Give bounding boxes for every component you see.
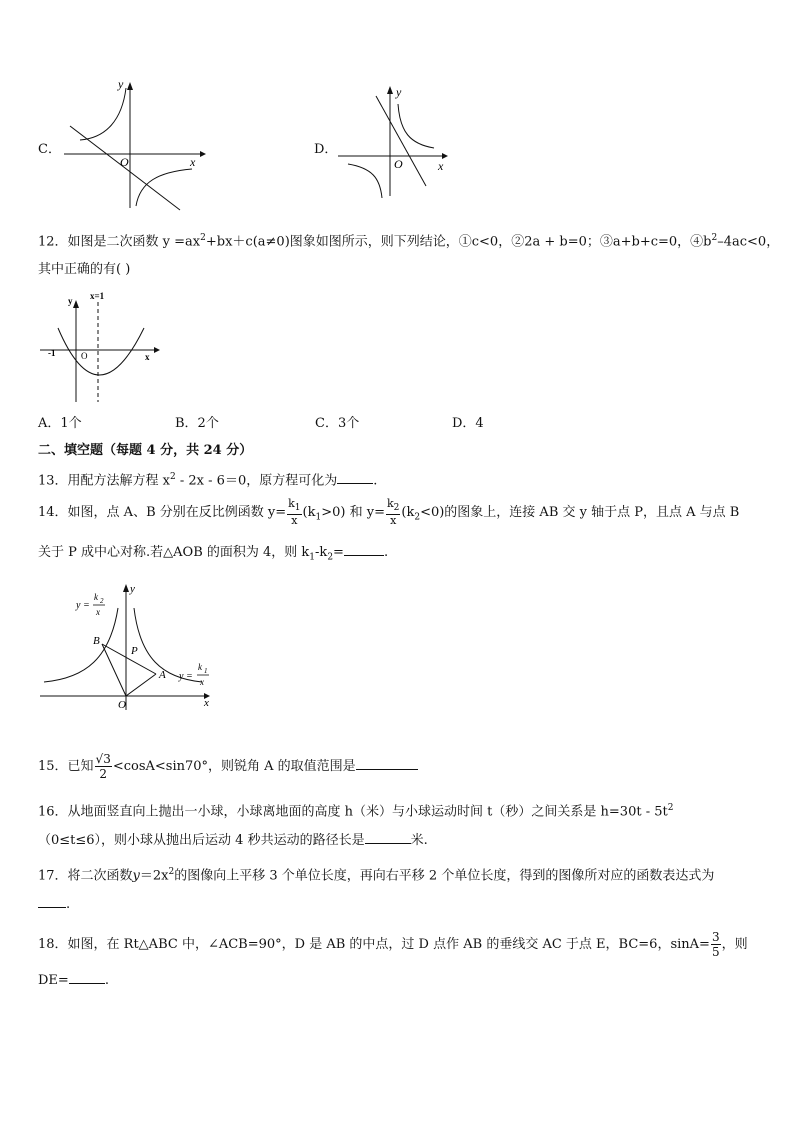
eq-left-label: y = [76, 600, 90, 611]
q17-line2: . [38, 894, 70, 914]
option-c-graph [58, 78, 208, 213]
line-graph [376, 96, 426, 186]
segment-bo [102, 644, 126, 696]
y-label: y [130, 583, 135, 595]
x-label: x [438, 159, 444, 173]
x-eq-1-label: x=1 [90, 291, 105, 301]
q14-figure [38, 578, 218, 713]
hyperbola-lower-branch [348, 164, 382, 198]
x-axis-arrow [200, 151, 206, 157]
option-d-graph [334, 82, 454, 200]
point-b-label: B [93, 635, 100, 647]
origin-label: O [120, 155, 129, 169]
eq-left-denominator: x [96, 607, 100, 617]
q17-line1: 17．将二次函数$y=2x^2$的图像向上平移 3 个单位长度，再向右平移 2 个单位长度，得到的图像所对应的函数表达式为 [38, 867, 715, 884]
q15-answer-blank[interactable] [356, 756, 418, 770]
option-d-label: D． [314, 142, 338, 157]
q14-answer-blank[interactable] [344, 542, 384, 556]
eq-right-numerator: k [198, 662, 202, 672]
q12-option-a[interactable]: A．1个 [38, 416, 82, 431]
section-2-heading: 二、填空题（每题 4 分，共 24 分） [38, 443, 253, 458]
svg-text:1: 1 [204, 667, 208, 675]
q17-answer-blank[interactable] [38, 894, 66, 908]
y-axis-arrow [127, 82, 133, 90]
q14-line2: 关于 P 成中心对称.若△AOB 的面积为 4，则 $k_1-k_2=$ . [38, 542, 388, 567]
x-label: x [145, 352, 150, 362]
y-label: y [396, 85, 402, 99]
x-axis-arrow [154, 347, 160, 353]
y-axis-arrow [123, 584, 129, 592]
q12-parabola-graph [36, 290, 166, 405]
q18-line1: 18．如图，在 Rt△ABC 中，∠ACB=90°，D 是 AB 的中点，过 D 点作 AB 的垂线交 AC 于点 E，BC=6，sinA= $\frac{3}{5}$ ，则 [38, 930, 748, 959]
q16-answer-blank[interactable] [365, 830, 411, 844]
q12-line2: 其中正确的有( ) [38, 262, 131, 277]
eq-left-numerator: k [94, 592, 98, 602]
q16-line2: （0≤t≤6），则小球从抛出后运动 4 秒共运动的路径长是 米. [38, 830, 428, 850]
origin-label: O [118, 699, 126, 711]
q13-answer-blank[interactable] [337, 470, 373, 484]
segment-ao [126, 674, 156, 696]
q18-line2: DE= . [38, 970, 109, 990]
eq-right-denominator: x [200, 677, 204, 687]
x-label: x [190, 155, 196, 169]
q15: 15．已知 $\frac{√3}{2}$ <cosA<sin70°，则锐角 A 的取值范围是 [38, 752, 418, 781]
y-label: y [118, 78, 124, 91]
q12-option-c[interactable]: C．3个 [315, 416, 360, 431]
q12-line1: 12．如图是二次函数 $y =ax^2+bx+c(a\ne 0)$图象如图所示，则下列结论，①c<0，②2a + b=0；③a+b+c=0，$④b^2-4ac<0$， [38, 233, 780, 250]
x-label: x [204, 697, 209, 709]
y-axis-arrow [73, 300, 79, 308]
point-p-label: P [131, 645, 138, 657]
y-axis-arrow [387, 86, 393, 94]
origin-label: O [81, 351, 88, 361]
q14-line1: 14．如图，点 A、B 分别在反比例函数 y= $\frac{k_1}{x}$ $(k_1>0)$ 和 y= $\frac{k_2}{x}$ $(k_2<0)$的图象上，连接 AB 交 y 轴于点 P，且点 A 与点 B [38, 497, 740, 528]
eq-right-label: y = [179, 671, 193, 682]
hyperbola-k2-branch [44, 608, 118, 682]
q16-line1: 16．从地面竖直向上抛出一小球，小球离地面的高度 h（米）与小球运动时间 t（秒）之间关系是 $h=30t - 5t^2$ [38, 803, 674, 820]
point-a-label: A [159, 669, 166, 681]
origin-label: O [394, 157, 403, 171]
q18-answer-blank[interactable] [69, 970, 105, 984]
q13: 13．用配方法解方程 $x^2 - 2x - 6=0$，原方程可化为 . [38, 472, 378, 489]
hyperbola-left-branch [80, 88, 126, 140]
parabola [58, 328, 144, 375]
segment-ab [102, 644, 156, 674]
svg-text:2: 2 [100, 597, 104, 605]
hyperbola-upper-branch [398, 104, 434, 148]
y-label: y [68, 296, 73, 306]
q12-option-d[interactable]: D．4 [452, 416, 484, 431]
q12-option-b[interactable]: B．2个 [175, 416, 219, 431]
hyperbola-right-branch [136, 169, 192, 206]
minus-one-label: -1 [48, 348, 56, 358]
option-c-label: C． [38, 142, 61, 157]
